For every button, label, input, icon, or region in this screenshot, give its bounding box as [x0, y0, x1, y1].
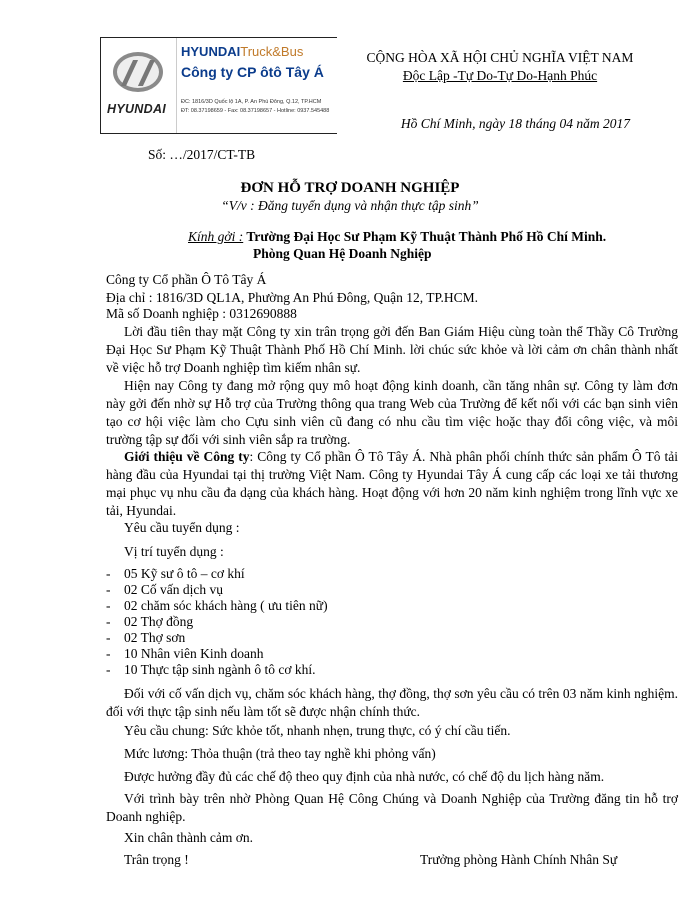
- logo-address: ĐC: 1816/3D Quốc lộ 1A, P. An Phú Đông, Q.12, TP.HCM ĐT: 08.37198659 - Fax: 08.37198657 - Hotline: 0937.545488: [181, 99, 330, 114]
- list-bullet: -: [106, 662, 111, 677]
- list-bullet: -: [106, 630, 111, 645]
- document-subject: “V/v : Đăng tuyển dụng và nhận thực tập sinh”: [221, 198, 479, 213]
- list-item: 10 Nhân viên Kinh doanh: [124, 646, 264, 661]
- list-item: 05 Kỹ sư ô tô – cơ khí: [124, 566, 245, 581]
- salary-info: Mức lương: Thỏa thuận (trả theo tay nghề khi phỏng vấn): [124, 746, 436, 761]
- nation-heading: CỘNG HÒA XÃ HỘI CHỦ NGHĨA VIỆT NAM: [366, 50, 634, 65]
- list-bullet: -: [106, 646, 111, 661]
- recipient-line: [188, 229, 606, 245]
- logo-text-panel: [176, 38, 337, 133]
- logo-company-name: Công ty CP ôtô Tây Á: [181, 64, 324, 80]
- recipient-label: Kính gởi :: [188, 229, 244, 244]
- company-logo: [100, 37, 337, 134]
- recipient-school: Trường Đại Học Sư Phạm Kỹ Thuật Thành Phố Hồ Chí Minh.: [243, 229, 607, 244]
- recipient-department: Phòng Quan Hệ Doanh Nghiệp: [253, 246, 432, 261]
- list-bullet: -: [106, 598, 111, 613]
- list-item: 02 chăm sóc khách hàng ( ưu tiên nữ): [124, 598, 328, 613]
- document-number: Số: …/2017/CT-TB: [148, 147, 256, 162]
- paragraph-experience: Đối với cố vấn dịch vụ, chăm sóc khách hàng, thợ đồng, thợ sơn yêu cầu có trên 03 năm kinh nghiệm. đối với thực tập sinh nếu làm tốt sẽ được nhận chính thức.: [106, 686, 678, 719]
- logo-brand: HYUNDAITruck&Bus: [181, 44, 304, 59]
- list-bullet: -: [106, 582, 111, 597]
- recruitment-requirements-label: Yêu cầu tuyển dụng :: [124, 520, 240, 535]
- document-title: ĐƠN HỖ TRỢ DOANH NGHIỆP: [240, 180, 460, 196]
- list-item: 02 Cố vấn dịch vụ: [124, 582, 223, 597]
- company-tax-code: Mã số Doanh nghiệp : 0312690888: [106, 306, 297, 321]
- signer-title: Trưởng phòng Hành Chính Nhân Sự: [420, 852, 618, 867]
- paragraph-request: Với trình bày trên nhờ Phòng Quan Hệ Công Chúng và Doanh Nghiệp của Trường đăng tin hỗ trợ Doanh nghiệp.: [106, 791, 678, 824]
- hyundai-h-icon: [113, 52, 163, 92]
- document-date: Hồ Chí Minh, ngày 18 tháng 04 năm 2017: [400, 116, 630, 131]
- list-bullet: -: [106, 614, 111, 629]
- list-item: 02 Thợ đồng: [124, 614, 194, 629]
- motto: Độc Lập -Tự Do-Tự Do-Hạnh Phúc: [402, 68, 598, 83]
- general-requirements: Yêu cầu chung: Sức khỏe tốt, nhanh nhẹn, trung thực, có ý chí cầu tiến.: [124, 723, 511, 738]
- list-item: 10 Thực tập sinh ngành ô tô cơ khí.: [124, 662, 316, 677]
- paragraph-greeting: Lời đầu tiên thay mặt Công ty xin trân trọng gởi đến Ban Giám Hiệu cùng toàn thể Thầy Cô Trường Đại Học Sư Phạm Kỹ Thuật Thành Phố Hồ Chí Minh. lời chúc sức khỏe và lời cảm ơn chân thành nhất về việc hỗ trợ Doanh nghiệp tìm kiếm nhân sự.: [106, 324, 678, 375]
- thanks-line: Xin chân thành cảm ơn.: [124, 830, 253, 845]
- benefits-info: Được hưởng đầy đủ các chế độ theo quy định của nhà nước, có chế độ du lịch hàng năm.: [124, 769, 605, 784]
- logo-wordmark: HYUNDAI: [107, 102, 167, 116]
- list-bullet: -: [106, 566, 111, 581]
- positions-label: Vị trí tuyển dụng :: [124, 544, 224, 559]
- paragraph-purpose: Hiện nay Công ty đang mở rộng quy mô hoạt động kinh doanh, cần tăng nhân sự. Công ty làm đơn này gởi đến nhờ sự Hỗ trợ của Trường thông qua trang Web của Trường để kết nối với các bạn sinh viên tạo cơ hội việc làm cho Cựu sinh viên cũ đang có nhu cầu tìm việc hoặc thay đổi công việc, và môi trường tập sự đối với sinh viên sắp ra trường.: [106, 378, 678, 447]
- list-item: 02 Thợ sơn: [124, 630, 186, 645]
- closing-regards: Trân trọng !: [124, 852, 189, 867]
- company-name: Công ty Cổ phần Ô Tô Tây Á: [106, 272, 267, 287]
- company-address: Địa chỉ : 1816/3D QL1A, Phường An Phú Đông, Quận 12, TP.HCM.: [106, 290, 478, 305]
- paragraph-company-intro: Giới thiệu về Công ty: Công ty Cổ phần Ô Tô Tây Á. Nhà phân phối chính thức sản phẩm Ô Tô tải hàng đầu của Hyundai tại thị trường Việt Nam. Công ty Hyundai Tây Á cung cấp các loại xe tải thương mại phục vụ nhu cầu đa dạng của khách hàng. Hoạt động với hơn 20 năm kinh nghiệm trong lĩnh vực xe tải, Hyundai.: [106, 449, 678, 518]
- hyundai-emblem: [101, 38, 176, 133]
